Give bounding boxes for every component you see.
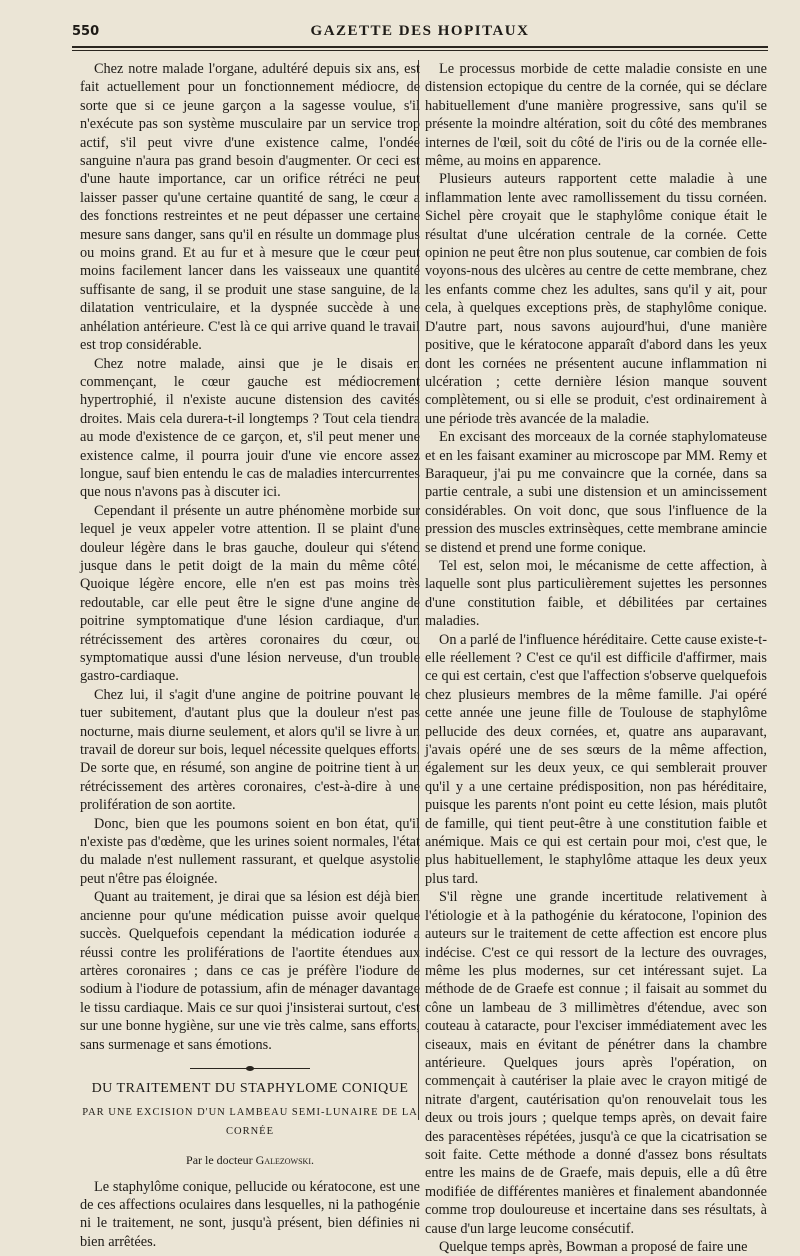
paragraph: Quant au traitement, je dirai que sa lésion est déjà bien ancienne pour qu'une médication puisse avoir quelque succès. Quelquefois cependant la médication iodurée a réussi contre les proliférations de l'aortite étendues aux artères coronaires ; dans ce cas je préfère l'iodure de sodium à l'iodure de potassium, afin de ménager davantage le tissu cardiaque. Mais ce sur quoi j'insisterai surtout, c'est sur une bonne hygiène, sur une vie très calme, sans efforts, sans surmenage et sans émotions. — [80, 889, 420, 1053]
paragraph: Chez notre malade, ainsi que je le disais en commençant, le cœur gauche est médiocrement hypertrophié, il n'existe aucune distension des cavités droites. Mais cela durera-t-il longtemps ? Tout cela tiendra au mode d'existence de ce garçon, et, s'il peut mener une existence calme, il pourra jouir d'une vie encore assez longue, sauf bien entendu le cas de maladies intercurrentes que nous n'avons pas à discuter ici. — [80, 355, 420, 501]
paragraph: S'il règne une grande incertitude relativement à l'étiologie et à la pathogénie du kératocone, l'opinion des auteurs sur le traitement de cette affection est encore plus indécise. C'est ce qui ressort de la lecture des ouvrages, même les plus modernes, sur cet intéressant sujet. La méthode de de Graefe est connue ; il faisait au sommet du cône un lambeau de 3 millimètres d'étendue, avec son couteau à cataracte, pour l'exciser immédiatement avec les ciseaux, mais en évitant de pénétrer dans la chambre antérieure. Quelques jours après l'opération, on commençait à cautériser la plaie avec le crayon mitigé de nitrate d'argent, cautérisation qu'on renouvelait tous les deux ou trois jours ; quelque temps après, on devait faire des paracentèses répétées, jusqu'à ce que la cicatrisation se soit faite. Cette méthode a donné d'assez bons résultats entre les mains de de Graefe, mais depuis, elle a dû être modifiée de différentes manières et finalement abandonnée comme trop douloureuse et incertaine dans ses résultats, à cause d'un large leucome consécutif. — [425, 889, 767, 1237]
article-author — [80, 1151, 420, 1169]
author-prefix: Par le docteur — [186, 1153, 253, 1168]
paragraph: Chez lui, il s'agit d'une angine de poitrine pouvant le tuer subitement, d'autant plus que la douleur n'est pas nocturne, mais diurne seulement, et alors qu'il se livre à un travail de doreur sur bois, lequel nécessite quelques efforts. De sorte que, en résumé, son angine de poitrine tient à un rétrécissement des artères coronaires, c'est-à-dire à une prolifération de son aortite. — [80, 686, 420, 814]
paragraph: Cependant il présente un autre phénomène morbide sur lequel je veux appeler votre attention. Il se plaint d'une douleur légère dans le bras gauche, douleur qui s'étend jusque dans le petit doigt de la main du même côté. Quoique légère encore, elle n'en est pas moins très redoutable, car elle peut être le signe d'une angine de poitrine symptomatique d'une lésion cardiaque, d'un rétrécissement des artères coronaires du cœur, ou symptomatique aussi d'une lésion nerveuse, d'un trouble gastro-cardiaque. — [80, 502, 420, 685]
page-number: 550 — [72, 24, 100, 39]
paragraph: Donc, bien que les poumons soient en bon état, qu'il n'existe pas d'œdème, que les urines soient normales, l'état du malade n'est nullement rassurant, et quelque asystolie peut n'être pas éloignée. — [80, 815, 420, 887]
paragraph: Plusieurs auteurs rapportent cette maladie à une inflammation lente avec ramollissement du tissu cornéen. Sichel père croyait que le staphylôme conique était le résultat d'une ulcération centrale de la cornée. Cette opinion ne peut être non plus soutenue, car combien de fois voyons-nous des ulcères au centre de cette membrane, chez les enfants comme chez les adultes, sans qu'il y ait, pour cela, à quelques exceptions près, de staphylôme conique. D'autre part, nous savons aujourd'hui, d'une manière positive, que le kératocone apparaît d'abord dans les yeux dont les cornées ne présentent aucune inflammation ni ulcération ; cette dernière lésion manque souvent complètement, ou si elle se produit, c'est ordinairement à une période très avancée de la maladie. — [425, 171, 767, 427]
journal-title: GAZETTE DES HOPITAUX — [310, 23, 530, 39]
author-name: Galezowski. — [255, 1153, 314, 1168]
paragraph: Le staphylôme conique, pellucide ou kératocone, est une de ces affections oculaires dans lesquelles, ni la pathogénie ni le traitement, ne sont, jusqu'à présent, bien définies ni bien arrêtées. — [80, 1178, 420, 1250]
paragraph: Le processus morbide de cette maladie consiste en une distension ectopique du centre de la cornée, qui se déclare habituellement d'une manière progressive, sans qu'il se présente la moindre altération, soit du côté des membranes internes de l'œil, soit du côté de l'iris ou de la cornée elle-même, au moins en apparence. — [425, 61, 767, 170]
article-title: DU TRAITEMENT DU STAPHYLOME CONIQUE — [91, 1080, 409, 1096]
page-header — [72, 22, 768, 46]
paragraph: On a parlé de l'influence héréditaire. Cette cause existe-t-elle réellement ? C'est ce qu'il est difficile d'affirmer, mais ce qui est certain, c'est que l'affection s'observe quelquefois chez plusieurs membres de la même famille. J'ai opéré cette année une jeune fille de Toulouse de staphylôme pellucide des deux cornées, et, quatre ans auparavant, j'avais opéré une de ses sœurs de la même affection, également sur les deux yeux, ce qui semblerait prouver qu'il y a une certaine prédisposition, non pas héréditaire, puisque les parents n'ont point eu cette lésion, mais plutôt de famille, qui tient peut-être à une constitution faible et anémique. Mais ce qui est certain pour moi, c'est que, le plus habituellement, le staphylôme attaque les deux yeux plus tard. — [425, 631, 767, 887]
column-divider — [418, 60, 419, 1120]
paragraph: Quelque temps après, Bowman a proposé de faire une — [439, 1239, 748, 1255]
right-column — [425, 60, 767, 1256]
paragraph: En excisant des morceaux de la cornée staphylomateuse et en les faisant examiner au microscope par MM. Remy et Baraqueur, j'ai pu me convaincre que la cornée, dans sa partie centrale, a subi une distension et un amincissement considérables. On voit donc, que sous l'influence de la pression des muscles extrinsèques, cette membrane amincie se distend et prend une forme conique. — [425, 429, 767, 556]
paragraph: Tel est, selon moi, le mécanisme de cette affection, à laquelle sont plus particulièrement sujettes les personnes d'une constitution faible, et débilitées par certaines maladies. — [425, 557, 767, 630]
left-column — [80, 60, 420, 1251]
header-rule-thin — [72, 50, 768, 51]
paragraph: Chez notre malade l'organe, adultéré depuis six ans, est fait actuellement pour un fonctionnement médiocre, de sorte que si ce jeune garçon a la sagesse voulue, s'il n'exécute pas son système musculaire par un service trop actif, s'il peut vivre d'une existence calme, l'ondée sanguine n'aura pas grand besoin d'augmenter. Or ceci est d'une haute importance, car un orifice rétréci ne peut laisser passer qu'une certaine quantité de sang, le cœur a des fonctions restreintes et ne peut dépasser une certaine mesure sans danger, sans qu'il en résulte un dommage plus ou moins grand. Et au fur et à mesure que le cœur peut moins facilement lancer dans les vaisseaux une quantité suffisante de sang, il se produit une stase sanguine, de la dilatation ventriculaire, et la dyspnée succède à une anhélation antérieure. C'est là ce qui arrive quand le travail est trop considérable. — [80, 61, 420, 354]
header-rule-thick — [72, 46, 768, 48]
section-separator — [190, 1068, 310, 1070]
article-subtitle: PAR UNE EXCISION D'UN LAMBEAU SEMI-LUNAIRE DE LA CORNÉE — [82, 1107, 418, 1137]
